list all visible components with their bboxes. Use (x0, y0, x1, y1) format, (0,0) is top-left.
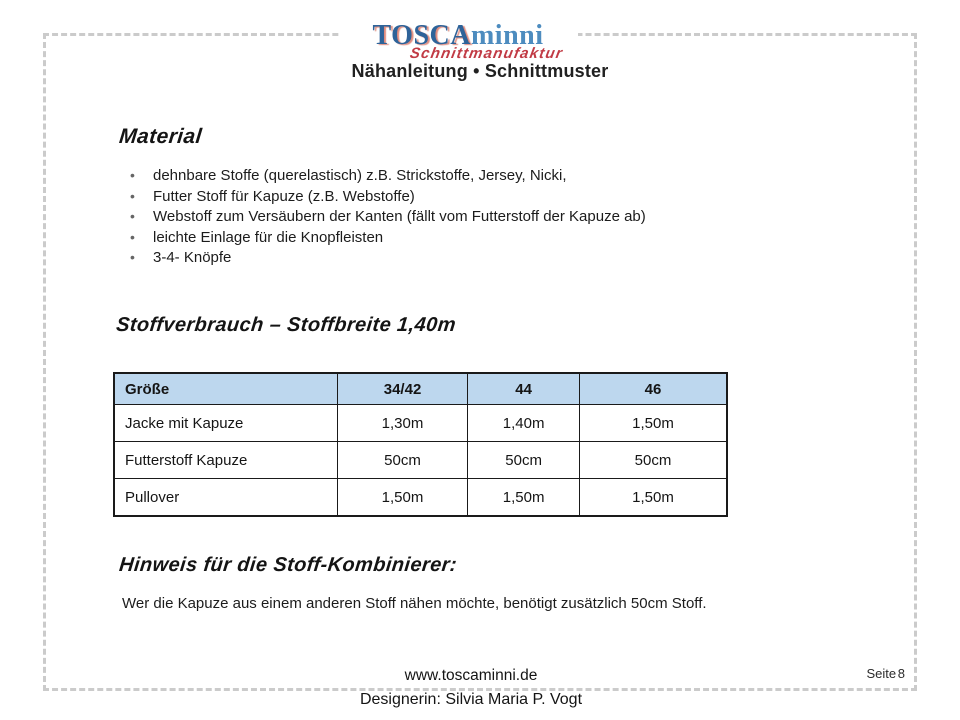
footer-designer-row (0, 691, 960, 709)
row-label-cell: Futterstoff Kapuze (114, 442, 337, 479)
table-cell: 1,50m (337, 479, 468, 517)
header-cell: Größe (114, 373, 337, 405)
table-cell: 50cm (579, 442, 727, 479)
bullet-icon (130, 165, 135, 187)
page-subtitle: Nähanleitung • Schnittmuster (351, 61, 609, 81)
page-number: Seite 8 (866, 666, 905, 681)
table-cell: 50cm (468, 442, 580, 479)
note-text: Wer die Kapuze aus einem anderen Stoff nähen möchte, benötigt zusätzlich 50cm Stoff. (122, 595, 707, 612)
table-cell: 1,50m (579, 405, 727, 442)
material-item-text: leichte Einlage für die Knopfleisten (153, 228, 384, 246)
bullet-icon (130, 186, 135, 208)
table-row (114, 442, 727, 479)
list-item (128, 207, 748, 228)
table-row (114, 405, 727, 442)
bullet-icon (130, 247, 135, 269)
table-cell: 1,50m (579, 479, 727, 517)
header-cell: 46 (579, 373, 727, 405)
list-item (128, 228, 748, 249)
subtitle-row (0, 61, 960, 82)
table-cell: 1,40m (468, 405, 580, 442)
material-item-text: Webstoff zum Versäubern der Kanten (fällt vom Futterstoff der Kapuze ab) (153, 208, 646, 225)
row-label-cell: Jacke mit Kapuze (114, 405, 337, 442)
material-item-text: Futter Stoff für Kapuze (z.B. Webstoffe) (153, 187, 415, 205)
footer-website-link[interactable]: www.toscaminni.de (393, 667, 550, 685)
material-item-text: dehnbare Stoffe (querelastisch) z.B. Strickstoffe, Jersey, Nicki, (153, 167, 567, 184)
material-heading: Material (118, 125, 204, 148)
material-item-text: 3-4- Knöpfe (153, 249, 232, 266)
table-cell: 1,30m (337, 405, 468, 442)
list-item (128, 166, 748, 187)
row-label-cell: Pullover (114, 479, 337, 517)
material-list (128, 166, 748, 269)
brand-tagline: Schnittmanufaktur (408, 45, 564, 62)
list-item (128, 187, 748, 208)
footer-website-row (0, 667, 960, 685)
fabric-usage-heading: Stoffverbrauch – Stoffbreite 1,40m (115, 314, 458, 336)
table-cell: 1,50m (468, 479, 580, 517)
header-cell: 44 (468, 373, 580, 405)
bullet-icon (130, 227, 135, 249)
bullet-icon (130, 206, 135, 228)
header-cell: 34/42 (337, 373, 468, 405)
table-row (114, 479, 727, 517)
table-cell: 50cm (337, 442, 468, 479)
table-header-row (114, 373, 727, 405)
note-heading: Hinweis für die Stoff-Kombinierer: (118, 554, 459, 576)
footer-designer: Designerin: Silvia Maria P. Vogt (359, 691, 583, 708)
brand-logo-primary: TOSCA (372, 20, 471, 51)
brand-logo-secondary: minni (470, 20, 544, 51)
list-item (128, 248, 748, 269)
fabric-usage-table (113, 372, 728, 517)
